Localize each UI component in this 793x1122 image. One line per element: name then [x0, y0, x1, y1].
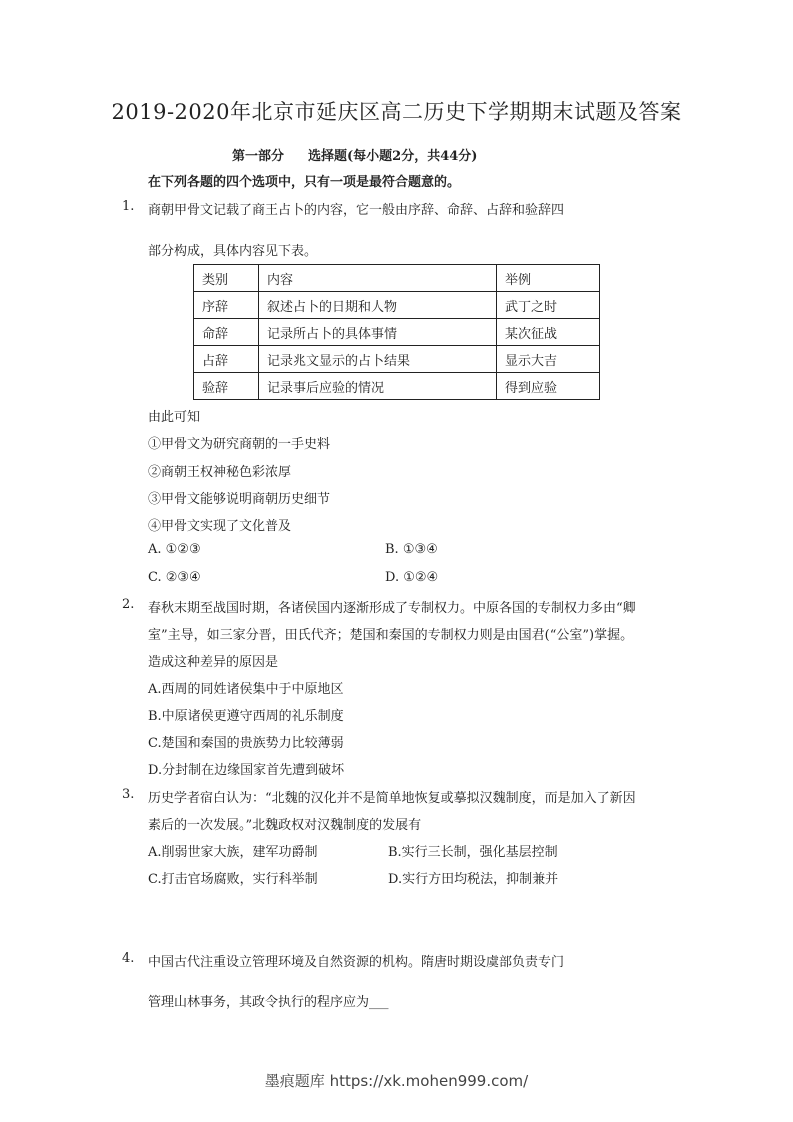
q2-stem-line2: 室”主导，如三家分晋，田氏代齐；楚国和秦国的专制权力则是由国君(“公室”)掌握。 [148, 628, 634, 643]
q1-option-c: C. ②③④ [148, 570, 201, 585]
instruction-text: 在下列各题的四个选项中，只有一项是最符合题意的。 [148, 175, 461, 190]
q1-statement-3: ③甲骨文能够说明商朝历史细节 [148, 492, 331, 507]
q2-stem-line1: 春秋末期至战国时期，各诸侯国内逐渐形成了专制权力。中原各国的专制权力多由“卿 [148, 601, 636, 616]
q3-option-c: C.打击官场腐败，实行科举制 [148, 872, 318, 887]
q4-number: 4. [122, 951, 135, 966]
table-cell: 验辞 [194, 373, 259, 400]
q1-option-b: B. ①③④ [385, 542, 438, 557]
q1-statement-1: ①甲骨文为研究商朝的一手史料 [148, 437, 331, 452]
q2-option-b: B.中原诸侯更遵守西周的礼乐制度 [148, 709, 344, 724]
table-cell: 武丁之时 [497, 292, 600, 319]
table-cell: 记录兆文显示的占卜结果 [259, 346, 497, 373]
table-row [194, 292, 600, 319]
q2-stem-line3: 造成这种差异的原因是 [148, 655, 279, 670]
table-row [194, 373, 600, 400]
section-heading [232, 145, 477, 164]
q3-option-d: D.实行方田均税法，抑制兼并 [388, 872, 559, 887]
q2-option-c: C.楚国和秦国的贵族势力比较薄弱 [148, 736, 344, 751]
q3-stem-line2: 素后的一次发展。”北魏政权对汉魏制度的发展有 [148, 818, 422, 833]
q1-lead: 由此可知 [148, 410, 201, 425]
table-header-cell: 举例 [497, 265, 600, 292]
q1-number: 1. [122, 199, 135, 214]
q3-option-a: A.削弱世家大族，建军功爵制 [148, 845, 318, 860]
q3-stem-line1: 历史学者宿白认为：“北魏的汉化并不是简单地恢复或摹拟汉魏制度，而是加入了新因 [148, 791, 636, 806]
section-part: 第一部分 [232, 149, 285, 164]
q2-option-a: A.西周的同姓诸侯集中于中原地区 [148, 682, 344, 697]
q1-statement-2: ②商朝王权神秘色彩浓厚 [148, 465, 292, 480]
table-cell: 序辞 [194, 292, 259, 319]
q1-option-a: A. ①②③ [148, 542, 201, 557]
table-cell: 得到应验 [497, 373, 600, 400]
table-row [194, 346, 600, 373]
q1-option-d: D. ①②④ [385, 570, 439, 585]
oracle-bone-table [193, 264, 600, 400]
table-cell: 占辞 [194, 346, 259, 373]
table-cell: 显示大吉 [497, 346, 600, 373]
table-cell: 某次征战 [497, 319, 600, 346]
q1-stem-line2: 部分构成，具体内容见下表。 [148, 244, 318, 259]
table-row [194, 319, 600, 346]
section-name: 选择题(每小题2分，共44分) [308, 149, 478, 164]
footer-watermark: 墨痕题库 https://xk.mohen999.com/ [264, 1072, 529, 1090]
q1-statement-4: ④甲骨文实现了文化普及 [148, 519, 292, 534]
table-cell: 记录事后应验的情况 [259, 373, 497, 400]
q3-option-b: B.实行三长制，强化基层控制 [388, 845, 558, 860]
page-title: 2019-2020年北京市延庆区高二历史下学期期末试题及答案 [111, 100, 682, 124]
table-header-row [194, 265, 600, 292]
q3-number: 3. [122, 787, 135, 802]
table-header-cell: 内容 [259, 265, 497, 292]
table-header-cell: 类别 [194, 265, 259, 292]
q1-stem-line1: 商朝甲骨文记载了商王占卜的内容，它一般由序辞、命辞、占辞和验辞四 [148, 203, 565, 218]
q4-stem-line2: 管理山林事务，其政令执行的程序应为___ [148, 995, 389, 1010]
table-cell: 叙述占卜的日期和人物 [259, 292, 497, 319]
q4-stem-line1: 中国古代注重设立管理环境及自然资源的机构。隋唐时期设虞部负责专门 [148, 955, 565, 970]
q2-option-d: D.分封制在边缘国家首先遭到破坏 [148, 763, 345, 778]
q2-number: 2. [122, 597, 135, 612]
table-cell: 命辞 [194, 319, 259, 346]
table-cell: 记录所占卜的具体事情 [259, 319, 497, 346]
